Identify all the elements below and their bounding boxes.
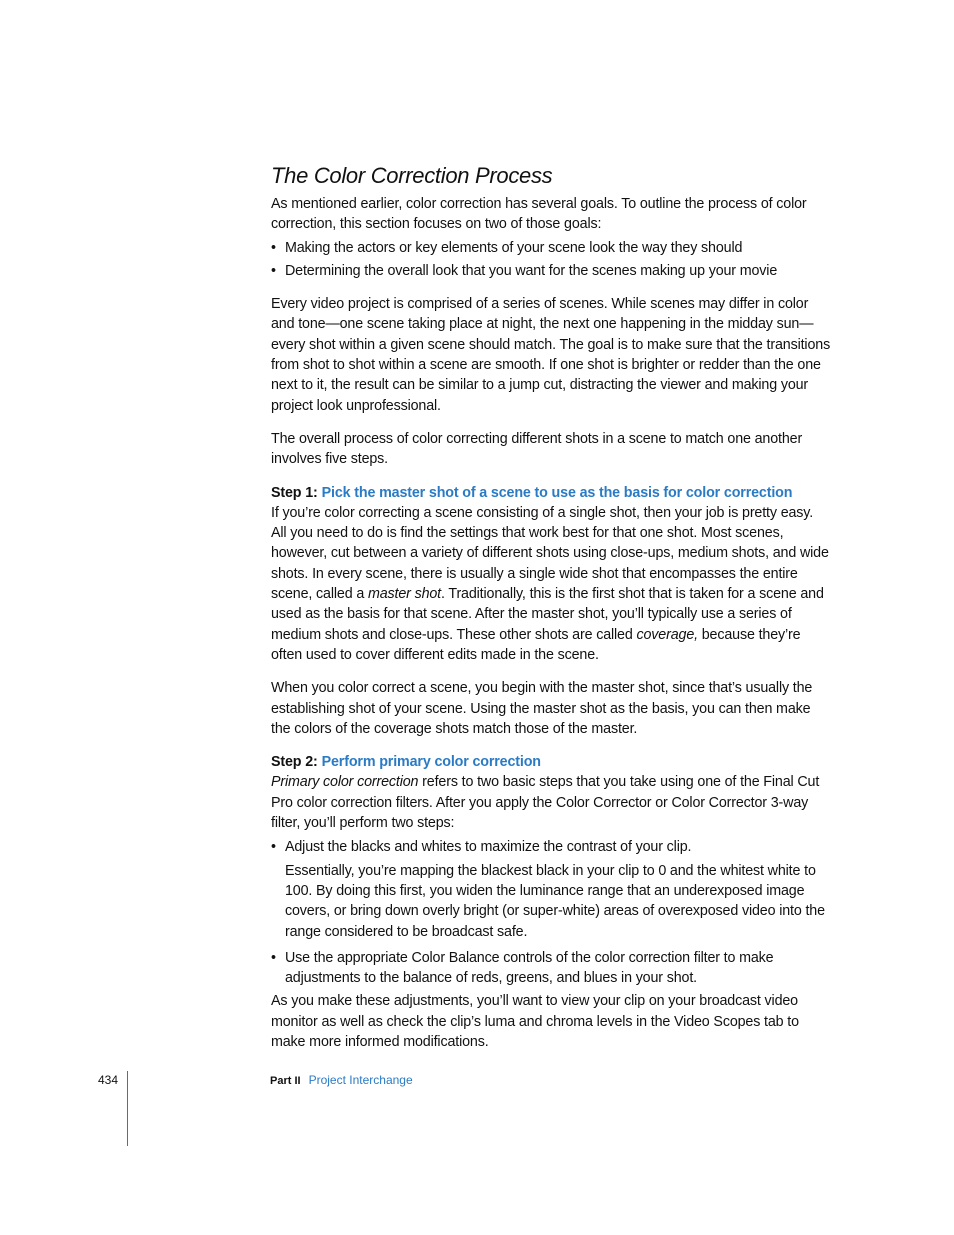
step-title: Perform primary color correction xyxy=(321,754,541,771)
list-item: • Making the actors or key elements of your scene look the way they should xyxy=(271,238,831,258)
body-paragraph: As you make these adjustments, you’ll want to view your clip on your broadcast video monitor as well as check the clip’s luma and chroma levels in the Video Scopes tab to make more informed modifications. xyxy=(271,993,799,1050)
step-body xyxy=(271,772,831,833)
text-span: Adjust the blacks and whites to maximize the contrast of your clip. xyxy=(285,839,692,856)
term-coverage: coverage, xyxy=(636,626,698,643)
body-paragraph: When you color correct a scene, you begin with the master shot, since that’s usually the establishing shot of your scene. Using the master shot as the basis, you can then make the colors of the coverage shots match those of the master. xyxy=(271,680,813,737)
footer-part xyxy=(270,1073,413,1087)
step-title: Pick the master shot of a scene to use as the basis for color correction xyxy=(321,484,793,501)
text-span: . Traditionally, this is the first shot that is taken for a scene and used as the basis for that scene. After the master shot, you’ll typically use a series of medium shots and close-ups. These other shots are called xyxy=(271,586,824,643)
text-span: If you’re color correcting a scene consisting of a single shot, then your job is pretty easy. All you need to do is find the settings that work best for that one shot. Most scenes, however, cut between a variety of different shots using close-ups, medium shots, and wide shots. In every scene, there is usually a single wide shot that encompasses the entire scene, called a xyxy=(271,504,829,603)
list-item: • Use the appropriate Color Balance controls of the color correction filter to make adjustments to the balance of reds, greens, and blues in your shot. xyxy=(271,948,831,989)
body-paragraph: Every video project is comprised of a series of scenes. While scenes may differ in color and tone—one scene taking place at night, the next one happening in the midday sun—every shot within a given scene should match. The goal is to make sure that the transitions from shot to shot within a scene are smooth. If one shot is brighter or redder than the one next to it, the result can be similar to a jump cut, distracting the viewer and making your project look unprofessional. xyxy=(271,296,831,414)
intro-paragraph: As mentioned earlier, color correction has several goals. To outline the process of color correction, this section focuses on two of those goals: xyxy=(271,196,807,233)
term-primary: Primary color correction xyxy=(271,774,419,791)
list-item-detail: Essentially, you’re mapping the blackest black in your clip to 0 and the whitest white to 100. By doing this first, you widen the luminance range that an underexposed image covers, or bring down overly bright (or super-white) areas of overexposed video into the range considered to be broadcast safe. xyxy=(285,862,825,940)
steps-list xyxy=(271,837,831,857)
goals-list xyxy=(271,238,831,282)
text-span: refers to two basic steps that you take using one of the Final Cut Pro color correction filters. After you apply the Color Corrector or Color Corrector 3-way filter, you’ll perform two steps: xyxy=(271,774,820,832)
footer-divider xyxy=(127,1071,128,1146)
step-label: Step 2: xyxy=(271,754,318,771)
step-label: Step 1: xyxy=(271,484,318,501)
page-content xyxy=(271,162,831,1052)
part-title[interactable]: Project Interchange xyxy=(308,1073,413,1087)
part-label: Part II xyxy=(270,1075,301,1087)
list-item xyxy=(271,837,831,857)
page-number: 434 xyxy=(98,1073,119,1087)
body-paragraph: The overall process of color correcting different shots in a scene to match one another involves five steps. xyxy=(271,430,803,468)
step-heading xyxy=(271,483,831,503)
steps-list xyxy=(271,948,831,989)
list-item: • Determining the overall look that you want for the scenes making up your movie xyxy=(271,261,831,281)
step-heading xyxy=(271,752,831,772)
section-title: The Color Correction Process xyxy=(271,163,553,188)
term-master-shot: master shot xyxy=(367,586,441,603)
step-body xyxy=(271,503,831,665)
text-span: because they’re often used to cover different edits made in the scene. xyxy=(271,626,801,663)
